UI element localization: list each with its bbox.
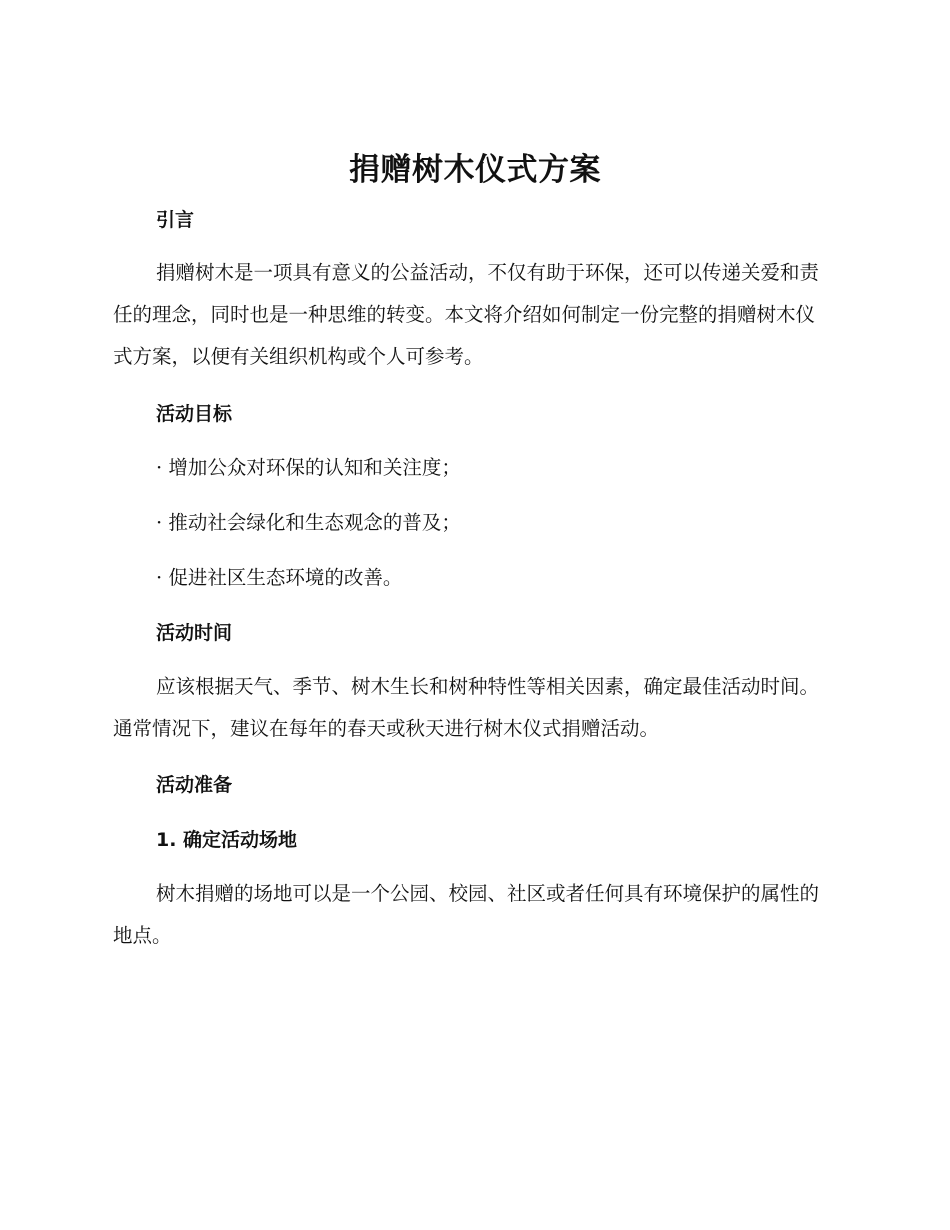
- subheading-venue: 1. 确定活动场地: [156, 829, 298, 851]
- document-title: 捐赠树木仪式方案: [349, 152, 601, 188]
- goal-item: · 增加公众对环保的认知和关注度；: [156, 456, 461, 479]
- goal-item: · 推动社会绿化和生态观念的普及；: [156, 511, 461, 534]
- section-heading-prep: 活动准备: [156, 774, 233, 796]
- section-heading-goals: 活动目标: [156, 403, 233, 425]
- section-heading-time: 活动时间: [156, 622, 233, 644]
- section-heading-intro: 引言: [156, 209, 195, 231]
- time-paragraph: 应该根据天气、季节、树木生长和树种特性等相关因素，确定最佳活动时间。通常情况下，建议在每年的春天或秋天进行树木仪式捐赠活动。: [113, 675, 820, 740]
- venue-paragraph: 树木捐赠的场地可以是一个公园、校园、社区或者任何具有环境保护的属性的地点。: [113, 882, 820, 947]
- goal-item: · 促进社区生态环境的改善。: [156, 566, 403, 589]
- intro-paragraph: 捐赠树木是一项具有意义的公益活动，不仅有助于环保，还可以传递关爱和责任的理念，同时也是一种思维的转变。本文将介绍如何制定一份完整的捐赠树木仪式方案，以便有关组织机构或个人可参考。: [113, 261, 820, 368]
